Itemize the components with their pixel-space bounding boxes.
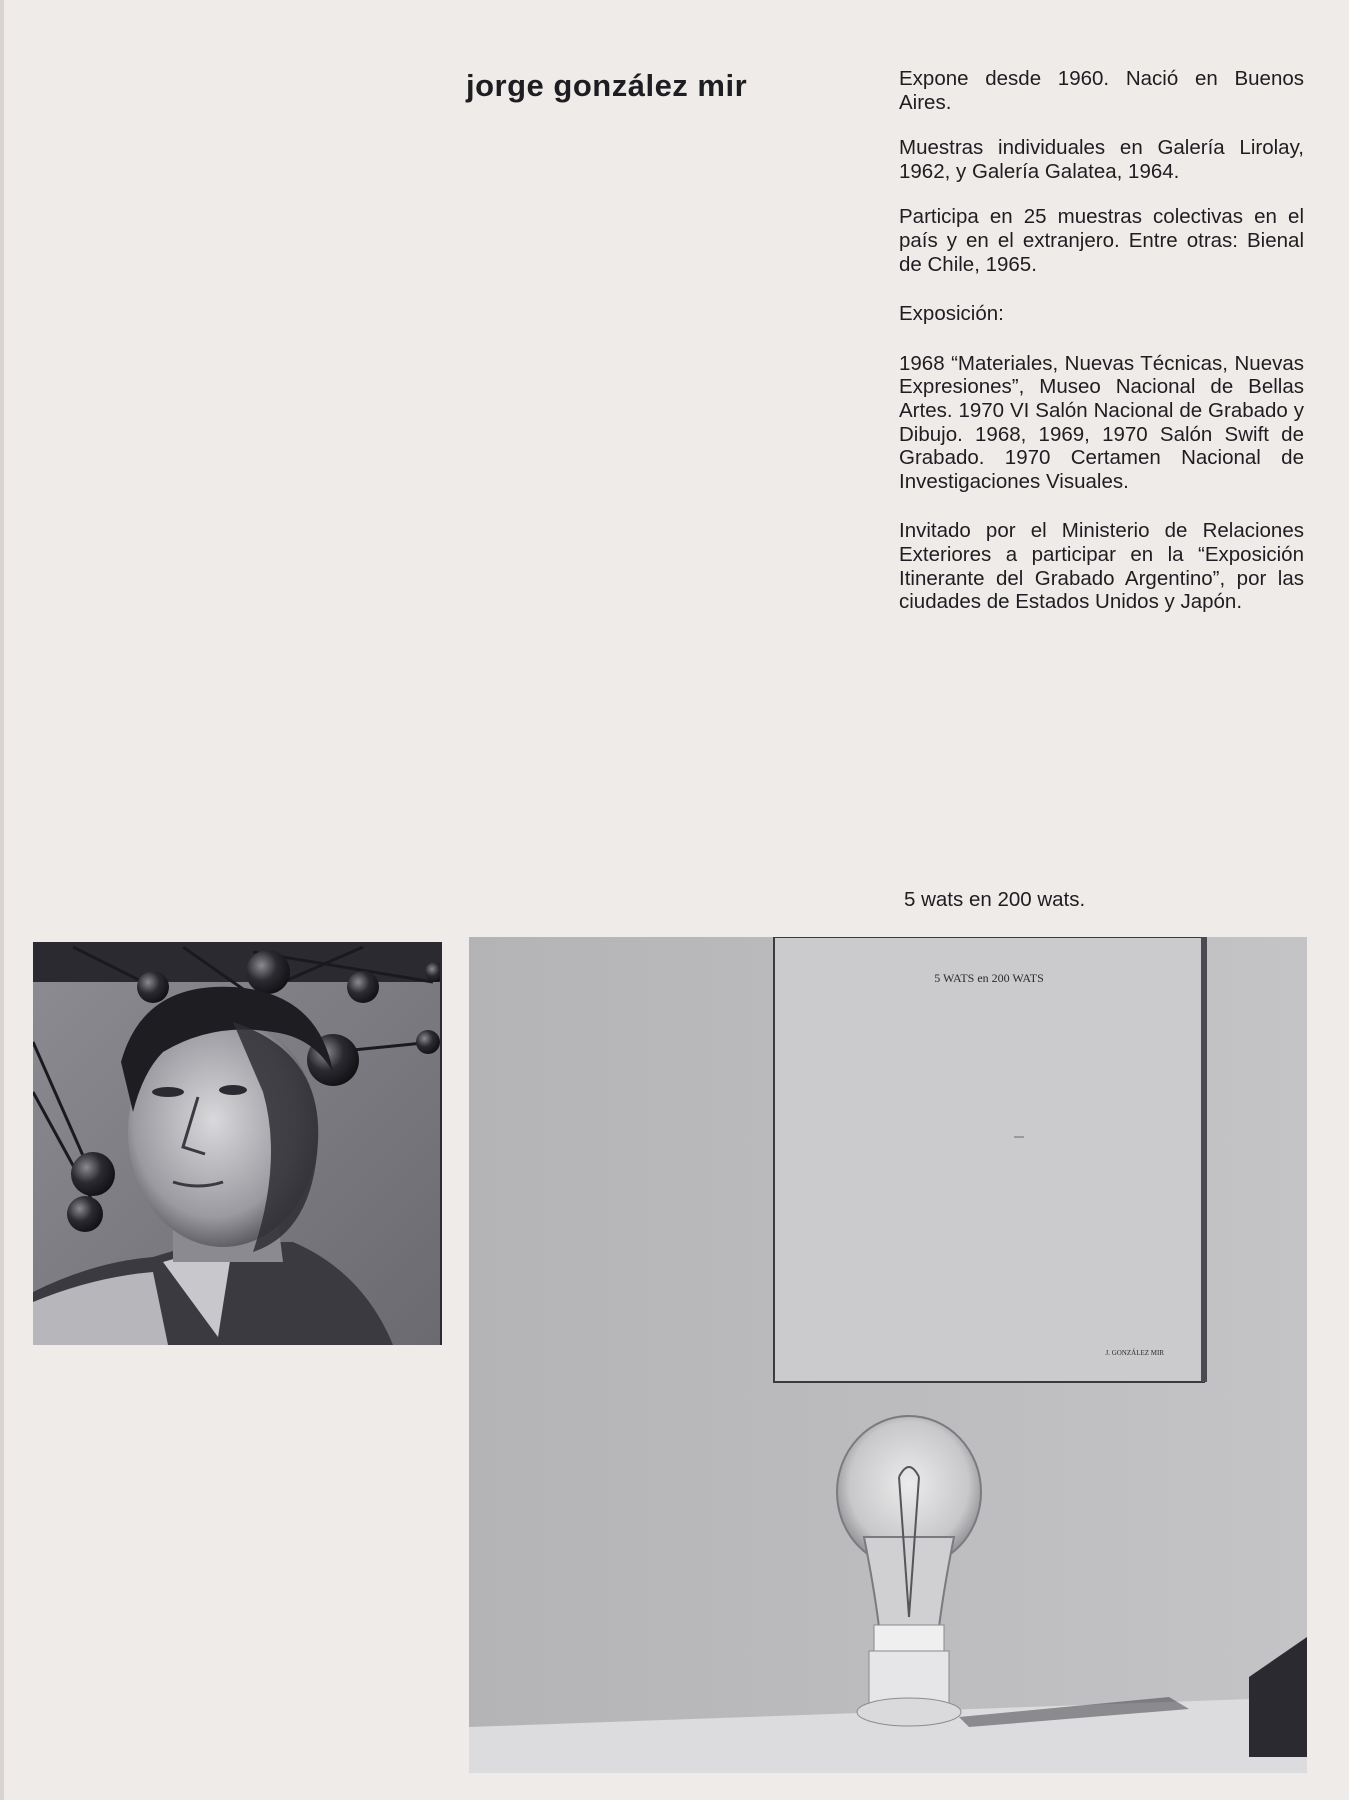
bio-paragraph-invitation: Invitado por el Ministerio de Relaciones Exteriores a participar en la “Exposición Itinerante del Grabado Argentino”, por las ciudades de Estados Unidos y Japón. [899, 519, 1304, 614]
artwork-photo [469, 937, 1307, 1773]
page-edge [0, 0, 4, 1800]
print-signature: J. GONZÁLEZ MIR [1105, 1349, 1164, 1357]
artwork-illustration [469, 937, 1307, 1773]
artist-name-title: jorge gonzález mir [466, 68, 748, 103]
bio-heading-exhibitions: Exposición: [899, 302, 1004, 326]
print-title: 5 WATS en 200 WATS [934, 971, 1044, 985]
artwork-caption: 5 wats en 200 wats. [904, 888, 1086, 911]
portrait-illustration [33, 942, 440, 1345]
artist-biography [899, 67, 1304, 636]
bio-paragraph-exhibitions: 1968 “Materiales, Nuevas Técnicas, Nuevas Expresiones”, Museo Nacional de Bellas Artes. 1970 VI Salón Nacional de Grabado y Dibujo. 1968, 1969, 1970 Salón Swift de Grabado. 1970 Certamen Nacional de Investigaciones Visuales. [899, 351, 1304, 493]
bio-paragraph-solo-shows: Muestras individuales en Galería Lirolay, 1962, y Galería Galatea, 1964. [899, 136, 1304, 183]
bio-paragraph-origin: Expone desde 1960. Nació en Buenos Aires. [899, 67, 1304, 114]
bio-paragraph-group-shows: Participa en 25 muestras colectivas en el país y en el extranjero. Entre otras: Bienal de Chile, 1965. [899, 205, 1304, 276]
artist-portrait-photo [33, 942, 442, 1345]
